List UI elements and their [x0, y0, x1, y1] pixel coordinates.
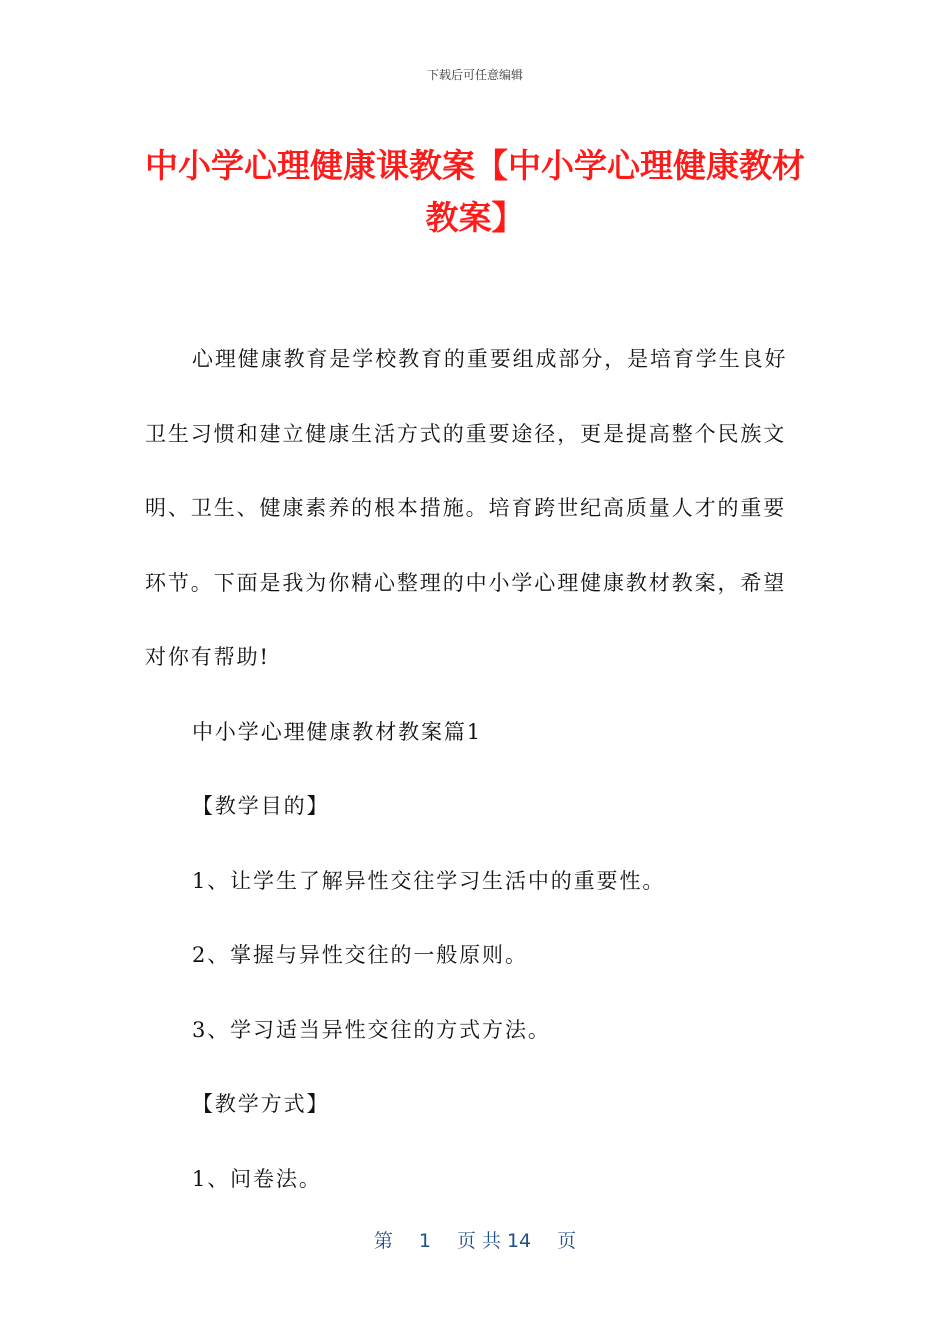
footer-total-pages: 14: [506, 1230, 532, 1252]
page-footer: [0, 1226, 950, 1253]
footer-prefix: 第: [373, 1230, 393, 1252]
intro-paragraph: 心理健康教育是学校教育的重要组成部分，是培育学生良好卫生习惯和建立健康生活方式的重要途径，更是提高整个民族文明、卫生、健康素养的根本措施。培育跨世纪高质量人才的重要环节。下面是我为你精心整理的中小学心理健康教材教案，希望对你有帮助!: [145, 347, 788, 669]
method-item-1: 1、问卷法。: [192, 1166, 322, 1191]
document-title: 中小学心理健康课教案【中小学心理健康教材教案】: [145, 146, 805, 237]
header-note: 下载后可任意编辑: [426, 68, 523, 82]
subheading-teaching-methods: 【教学方式】: [192, 1092, 330, 1116]
goal-item-1: 1、让学生了解异性交往学习生活中的重要性。: [192, 868, 666, 893]
document-body: [145, 322, 795, 1216]
goal-item-2: 2、掌握与异性交往的一般原则。: [192, 943, 528, 967]
footer-middle: 页 共: [456, 1230, 501, 1252]
footer-suffix: 页: [557, 1230, 577, 1252]
goal-item-3: 3、学习适当异性交往的方式方法。: [192, 1017, 551, 1042]
section-heading: 中小学心理健康教材教案篇1: [192, 719, 483, 744]
footer-page-number: 1: [418, 1230, 431, 1252]
subheading-teaching-goals: 【教学目的】: [192, 794, 330, 818]
